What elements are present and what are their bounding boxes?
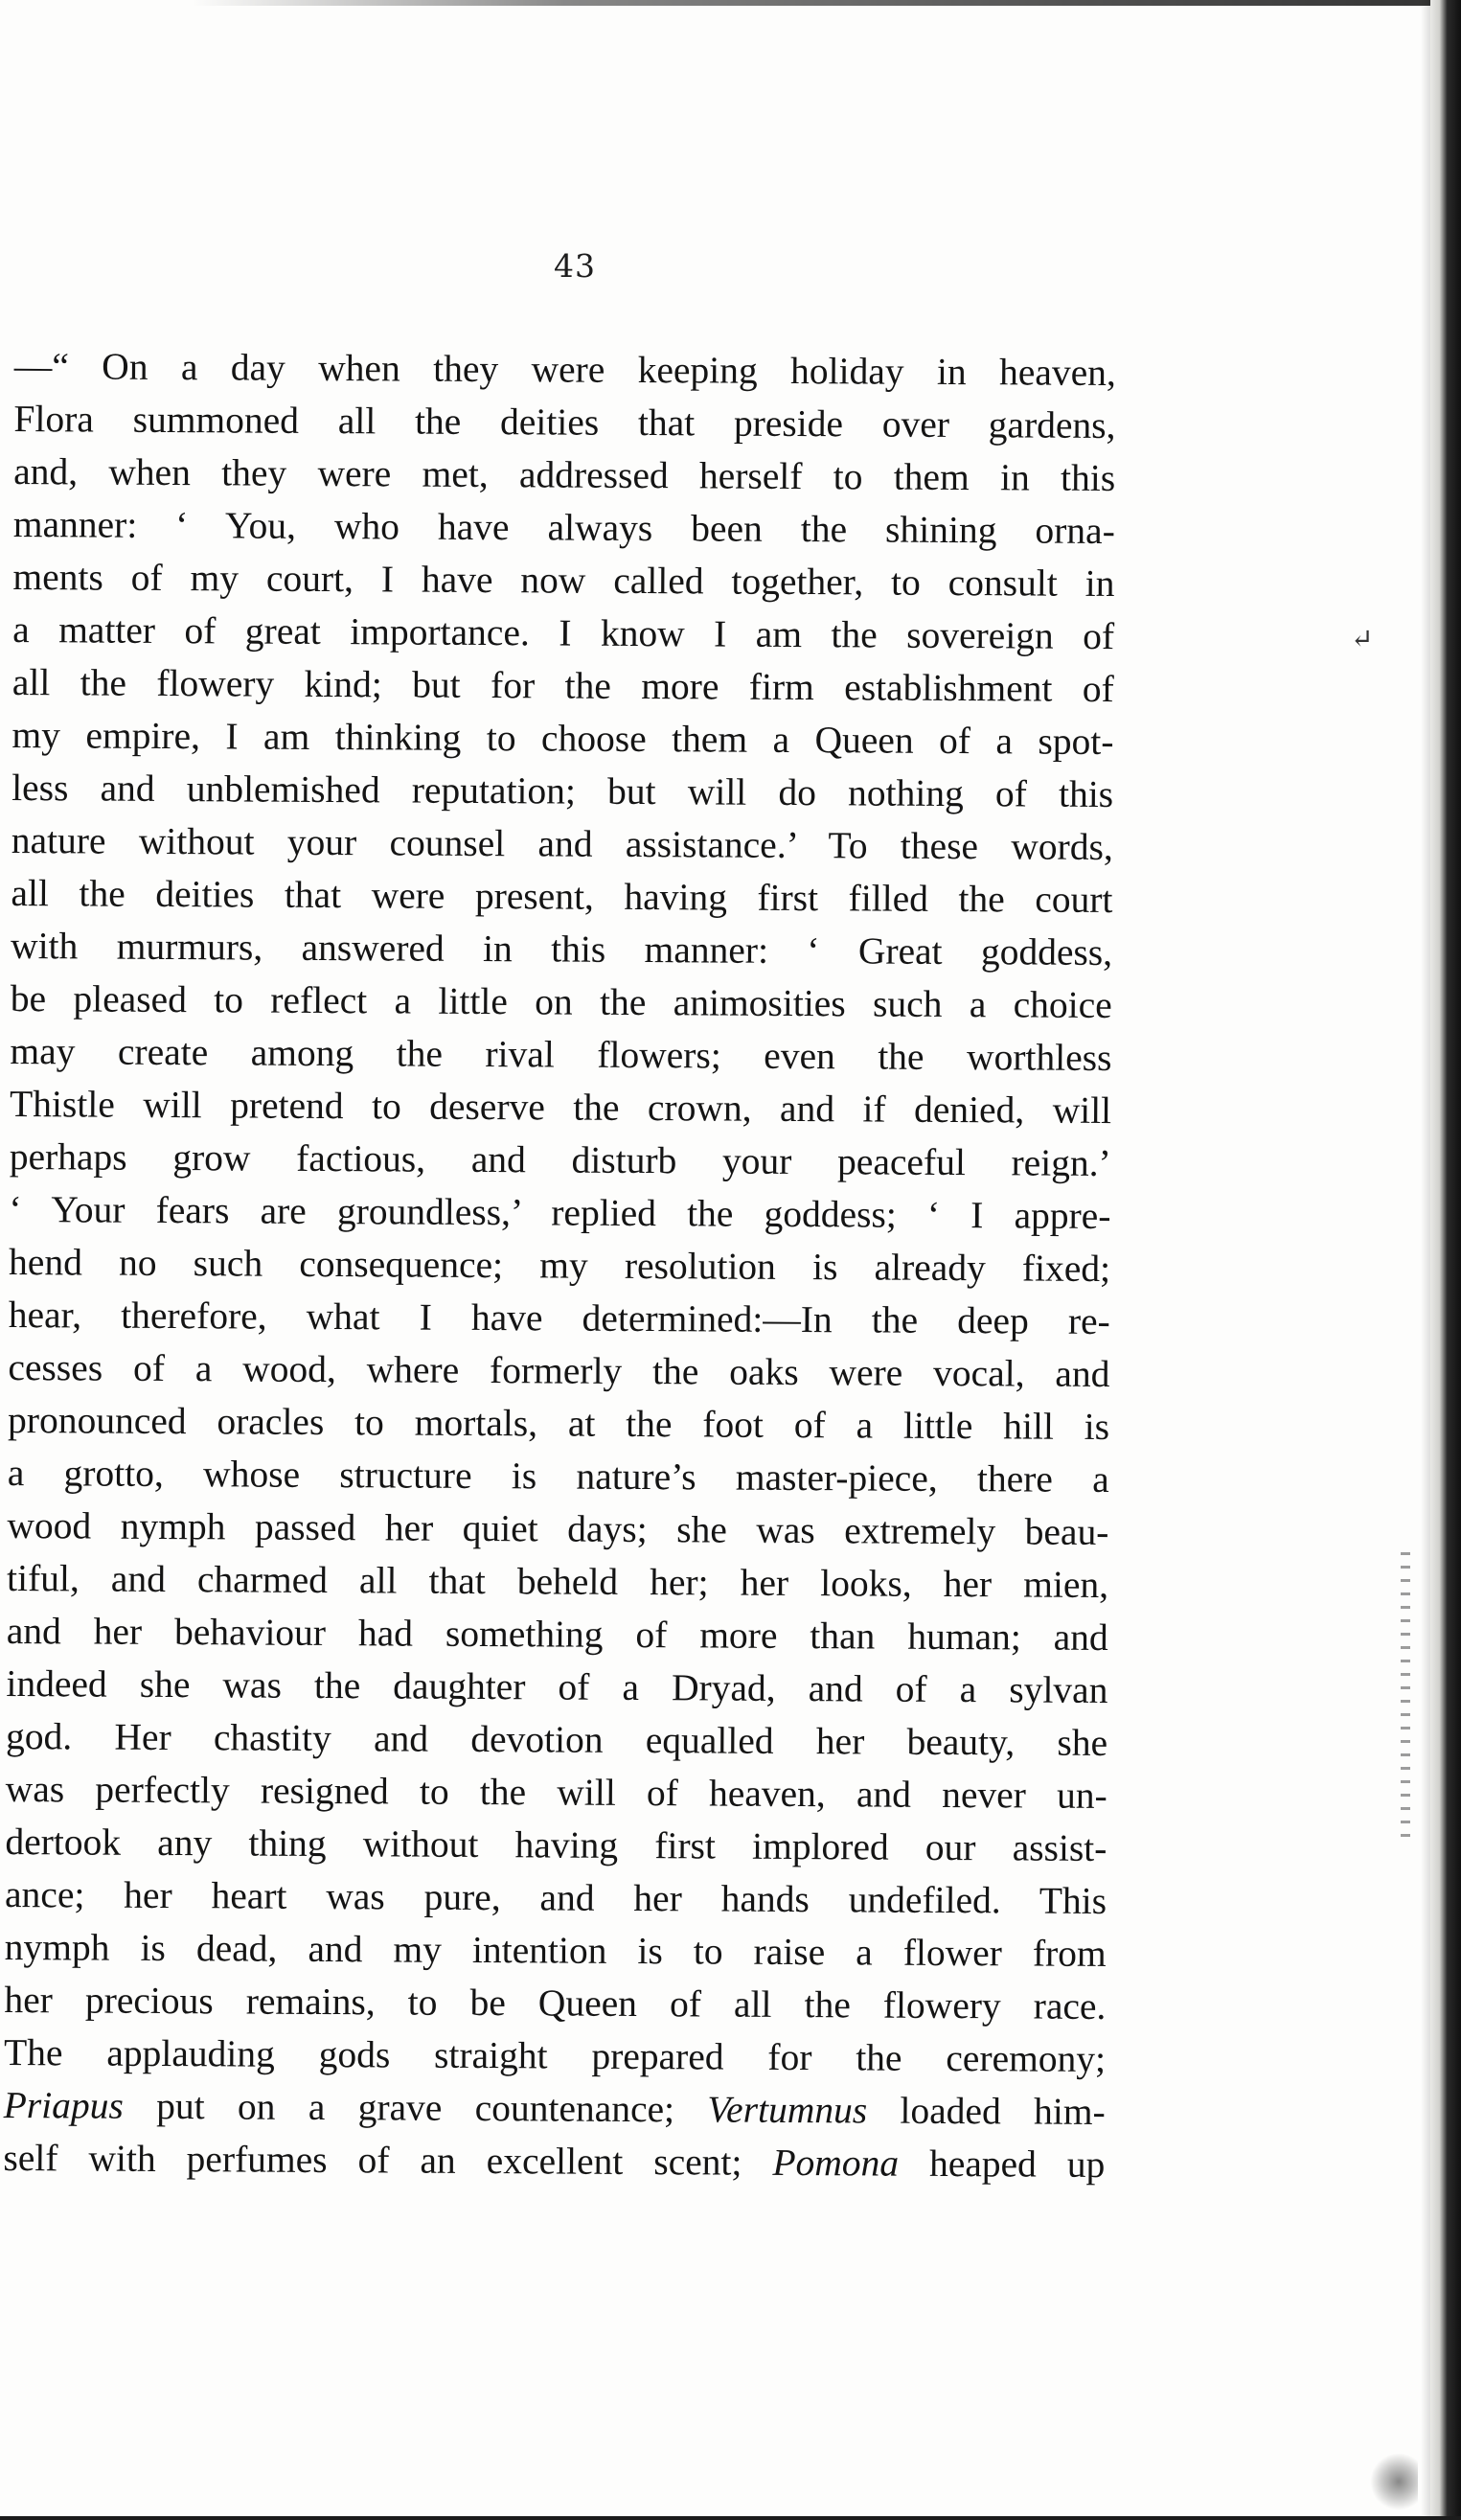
text-line: hear, therefore, what I have determined:—In the deep re- <box>8 1293 1110 1343</box>
text-line: manner: ‘ You, who have always been the shining orna- <box>12 502 1115 553</box>
text-line: perhaps grow factious, and disturb your peaceful reign.’ <box>9 1134 1111 1185</box>
text-line: tiful, and charmed all that beheld her; her looks, her mien, <box>6 1556 1109 1607</box>
text-line: wood nymph passed her quiet days; she was extremely beau- <box>7 1503 1109 1554</box>
body-text <box>3 340 1116 2191</box>
text-line: less and unblemished reputation; but will do nothing of this <box>11 766 1114 816</box>
text-line: —“ On a day when they were keeping holiday in heaven, <box>13 344 1116 395</box>
text-line: Thistle will pretend to deserve the crown, and if denied, will <box>9 1082 1112 1133</box>
name-vertumnus: Vertumnus <box>707 2088 868 2132</box>
text-line: with murmurs, answered in this manner: ‘ Great goddess, <box>11 924 1113 974</box>
text-line: dertook any thing without having first implored our assist- <box>5 1820 1107 1869</box>
line-segment: loaded him- <box>867 2089 1106 2133</box>
binding-shadow <box>1421 0 1430 2520</box>
text-line: pronounced oracles to mortals, at the foot of a little hill is <box>7 1398 1110 1449</box>
text-line: ance; her heart was pure, and her hands undefiled. This <box>4 1872 1107 1922</box>
text-line: and, when they were met, addressed herself to them in this <box>13 449 1116 500</box>
text-line: Flora summoned all the deities that preside over gardens, <box>13 397 1116 447</box>
bottom-edge-rule <box>0 2516 1461 2520</box>
line-segment: heaped up <box>898 2142 1106 2186</box>
priapus-line <box>4 2079 1106 2139</box>
margin-mark: ↵ <box>1351 623 1374 654</box>
text-line: and her behaviour had something of more than human; and <box>6 1609 1108 1659</box>
text-line: a grotto, whose structure is nature’s master-piece, there a <box>7 1451 1109 1501</box>
text-line: god. Her chastity and devotion equalled her beauty, she <box>5 1714 1108 1764</box>
corner-smudge <box>1370 2453 1418 2510</box>
text-line: hend no such consequence; my resolution is already fixed; <box>8 1240 1111 1291</box>
final-line <box>3 2132 1105 2191</box>
ceremony-line: The applauding gods straight prepared for the ceremony; <box>3 2030 1107 2080</box>
top-edge-rule <box>192 0 1437 6</box>
line-segment: put on a grave countenance; <box>123 2084 708 2131</box>
text-line: her precious remains, to be Queen of all the flowery race. <box>4 1978 1107 2027</box>
text-line: nymph is dead, and my intention is to raise a flower from <box>4 1925 1107 1975</box>
text-line: indeed she was the daughter of a Dryad, and of a sylvan <box>6 1661 1108 1711</box>
text-line: be pleased to reflect a little on the animosities such a choice <box>10 976 1112 1027</box>
text-line: may create among the rival flowers; even the worthless <box>10 1029 1112 1080</box>
page-edge <box>1430 0 1461 2520</box>
text-line: ‘ Your fears are groundless,’ replied the goddess; ‘ I appre- <box>9 1187 1111 1238</box>
name-priapus: Priapus <box>3 2083 124 2127</box>
name-pomona: Pomona <box>772 2141 900 2185</box>
text-line: cesses of a wood, where formerly the oaks were vocal, and <box>8 1345 1110 1396</box>
margin-specks <box>1401 1552 1410 1840</box>
text-line: nature without your counsel and assistance.’ To these words, <box>11 818 1113 869</box>
text-line: my empire, I am thinking to choose them a Queen of a spot- <box>11 713 1114 764</box>
text-line: all the flowery kind; but for the more firm establishment of <box>11 660 1114 711</box>
line-segment: self with perfumes of an excellent scent; <box>3 2136 773 2184</box>
text-line: ments of my court, I have now called together, to consult in <box>12 555 1115 606</box>
text-line: all the deities that were present, having first filled the court <box>11 871 1113 922</box>
text-line: was perfectly resigned to the will of heaven, and never un- <box>5 1767 1107 1817</box>
text-line: a matter of great importance. I know I am the sovereign of <box>12 607 1115 658</box>
page-number: 43 <box>554 247 596 285</box>
